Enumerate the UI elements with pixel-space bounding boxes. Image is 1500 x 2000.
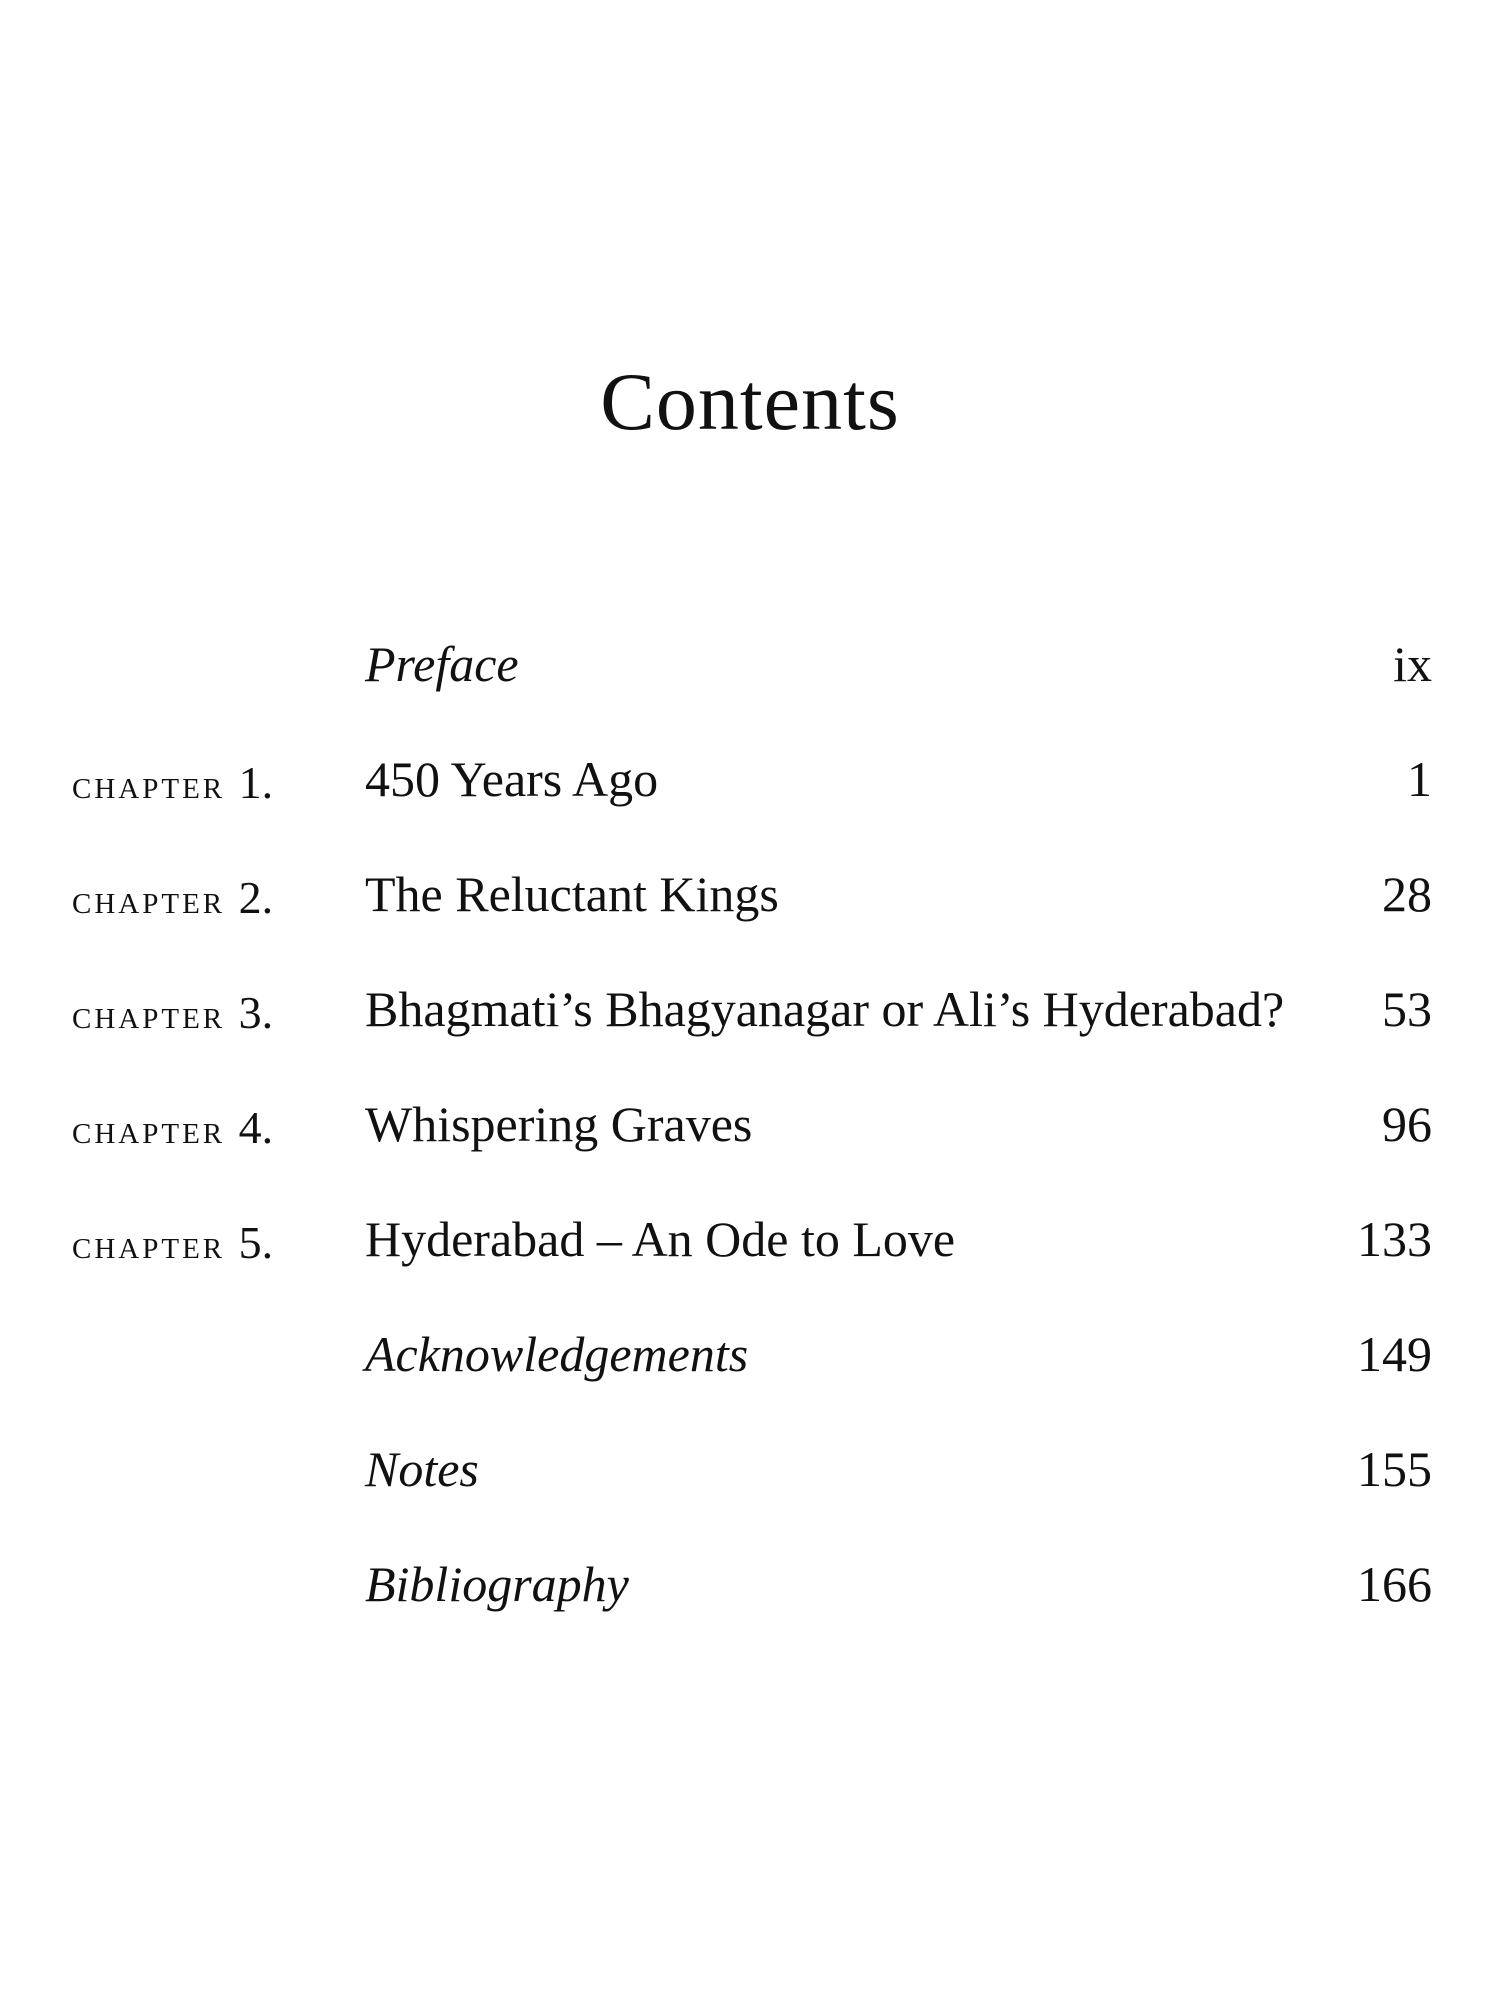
toc-entry <box>0 865 1500 965</box>
page-number: ix <box>1393 636 1432 692</box>
toc-entry <box>0 1325 1500 1425</box>
entry-title: Preface <box>365 636 519 692</box>
page-number: 166 <box>1357 1556 1432 1612</box>
chapter-label: chapter 2. <box>72 872 274 923</box>
chapter-label: chapter 5. <box>72 1217 274 1268</box>
toc-entry <box>0 750 1500 850</box>
entry-title: Bibliography <box>365 1556 629 1612</box>
page-number: 53 <box>1382 981 1432 1037</box>
toc-entry <box>0 1210 1500 1310</box>
entry-title: Acknowledgements <box>365 1326 749 1382</box>
entry-title: Bhagmati’s Bhagyanagar or Ali’s Hyderabad? <box>365 981 1285 1037</box>
page-number: 28 <box>1382 866 1432 922</box>
chapter-label: chapter 4. <box>72 1102 274 1153</box>
entry-title: Hyderabad – An Ode to Love <box>365 1211 956 1267</box>
page-number: 155 <box>1357 1441 1432 1497</box>
page-title: Contents <box>600 355 900 447</box>
entry-title: 450 Years Ago <box>365 751 659 807</box>
page-number: 149 <box>1357 1326 1432 1382</box>
chapter-label: chapter 1. <box>72 757 274 808</box>
page-number: 1 <box>1407 751 1432 807</box>
chapter-label: chapter 3. <box>72 987 274 1038</box>
toc-entry <box>0 635 1500 735</box>
toc-entry <box>0 1095 1500 1195</box>
toc-entry <box>0 980 1500 1080</box>
entry-title: The Reluctant Kings <box>365 866 779 922</box>
page-number: 96 <box>1382 1096 1432 1152</box>
entry-title: Whispering Graves <box>365 1096 753 1152</box>
toc-entry <box>0 1555 1500 1655</box>
page-number: 133 <box>1357 1211 1432 1267</box>
toc-entry <box>0 1440 1500 1540</box>
entry-title: Notes <box>365 1441 479 1497</box>
